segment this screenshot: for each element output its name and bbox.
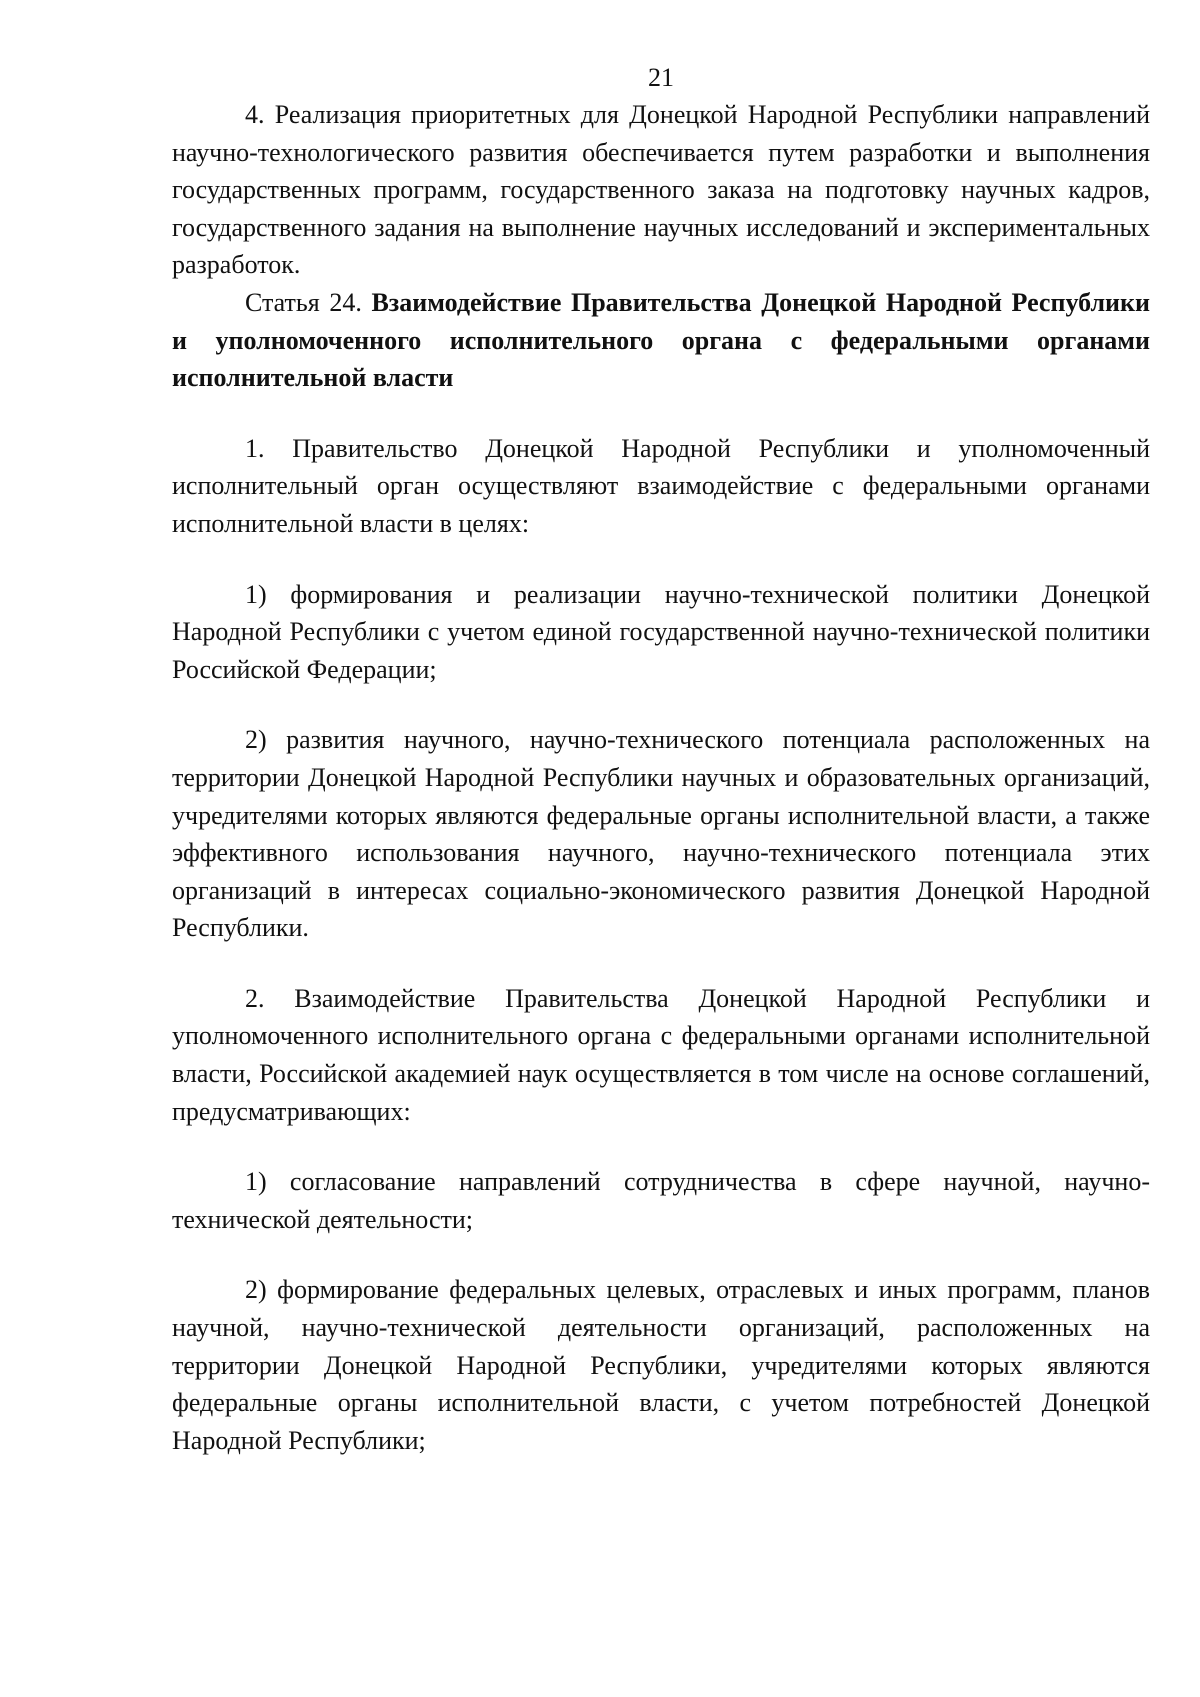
article-number: Статья 24. [245, 287, 362, 317]
page-number: 21 [648, 63, 674, 92]
paragraph-4-priority-directions: 4. Реализация приоритетных для Донецкой Народной Республики направлений научно-технологического развития обеспечивается путем разработки и выполнения государственных программ, государственного заказа на подготовку научных кадров, государственного задания на выполнение научных исследований и экспериментальных разработок. [172, 100, 1150, 280]
subparagraph-1-policy: 1) формирования и реализации научно-технической политики Донецкой Народной Республики с учетом единой государственной научно-технической политики Российской Федерации; [172, 579, 1150, 684]
paragraph-1-interaction-goals: 1. Правительство Донецкой Народной Республики и уполномоченный исполнительный орган осуществляют взаимодействие с федеральными органами исполнительной власти в целях: [172, 433, 1150, 538]
document-page [172, 60, 1150, 1459]
article-title: Взаимодействие Правительства Донецкой Народной Республики и уполномоченного исполнительного органа с федеральными органами исполнительной власти [172, 287, 1150, 393]
paragraph-2-agreements: 2. Взаимодействие Правительства Донецкой Народной Республики и уполномоченного исполнительного органа с федеральными органами исполнительной власти, Российской академией наук осуществляется в том числе на основе соглашений, предусматривающих: [172, 983, 1150, 1126]
subparagraph-1-cooperation: 1) согласование направлений сотрудничества в сфере научной, научно-технической деятельности; [172, 1167, 1150, 1234]
article-24-heading [172, 284, 1150, 397]
subparagraph-2-programs: 2) формирование федеральных целевых, отраслевых и иных программ, планов научной, научно-технической деятельности организаций, расположенных на территории Донецкой Народной Республики, учредителями которых являются федеральные органы исполнительной власти, с учетом потребностей Донецкой Народной Республики; [172, 1275, 1150, 1455]
subparagraph-2-potential: 2) развития научного, научно-технического потенциала расположенных на территории Донецкой Народной Республики научных и образовательных организаций, учредителями которых являются федеральные органы исполнительной власти, а также эффективного использования научного, научно-технического потенциала этих организаций в интересах социально-экономического развития Донецкой Народной Республики. [172, 725, 1150, 943]
